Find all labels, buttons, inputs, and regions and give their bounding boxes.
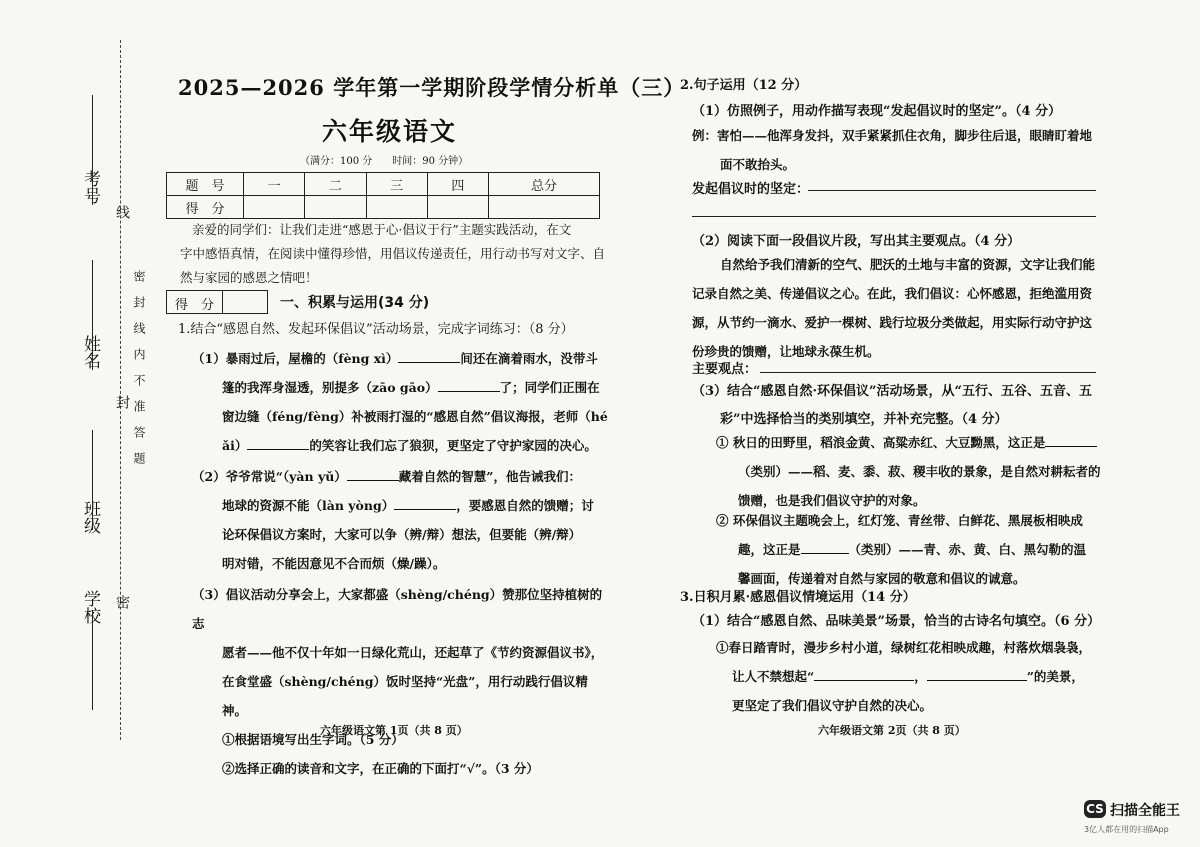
q2-3-item-line: ② 环保倡议主题晚会上，红灯笼、青丝带、白鲜花、黑展板相映成 [716,513,1083,528]
section-score-label: 得 分 [175,298,215,313]
name-label: 姓名 [80,335,100,369]
seal-warning: 密封线内不准答题 [132,270,146,478]
example-line: 面不敢抬头。 [720,157,796,172]
question-2-1: （1）仿照例子，用动作描写表现“发起倡议时的坚定”。（4 分） [692,104,1062,119]
exam-number-line[interactable] [92,95,93,205]
q3-1-line: ①春日踏青时，漫步乡村小道，绿树红花相映成趣，村落炊烟袅袅， [716,640,1092,655]
q2-3-line: （3）结合“感恩自然·环保倡议”活动场景，从“五行、五谷、五音、五 [692,384,1093,399]
passage-line: 记录自然之美、传递倡议之心。在此，我们倡议：心怀感恩，拒绝滥用资 [692,286,1093,301]
answer-blank[interactable] [1045,432,1097,447]
q1-line: ②选择正确的读音和文字，在正确的下面打“√”。（3 分） [222,761,539,776]
question-1-title: 1.结合“感恩自然、发起环保倡议”活动场景，完成字词练习：（8 分） [178,322,574,337]
score-table-header: 题 号 [167,173,244,196]
q2-3-item-line: 馈赠，也是我们倡议守护的对象。 [738,493,926,508]
question-2-2: （2）阅读下面一段倡议片段，写出其主要观点。（4 分） [692,234,1021,249]
score-table-header: 一 [244,173,305,196]
q1-line: 在食堂盛（shèng/chéng）饭时坚持“光盘”，用行动践行倡议精神。 [222,674,588,718]
score-cell[interactable] [366,196,427,219]
scanner-watermark [1082,798,1194,840]
score-table [166,172,600,219]
q2-answer-label: 发起倡议时的坚定： [692,182,810,197]
class-line[interactable] [92,430,93,530]
q1-line: 明对错，不能因意见不合而烦（燥/躁）。 [222,556,446,571]
passage-line: 份珍贵的馈赠，让地球永葆生机。 [692,344,880,359]
poem-blank-2[interactable] [927,666,1027,681]
q2-answer-line-2[interactable] [692,216,1096,217]
section-heading: 一、积累与运用(34 分) [280,295,430,311]
score-cell[interactable] [244,196,305,219]
exam-title: 2025—2026 学年第一学期阶段学情分析单（三） [178,75,686,100]
q3-1-line: 更坚定了我们倡议守护自然的决心。 [732,698,933,713]
question-2-title: 2.句子运用（12 分） [680,78,808,93]
q1-line: 愿者——他不仅十年如一日绿化荒山，还起草了《节约资源倡议书》， [222,645,604,660]
cut-word-feng: 封 [114,395,130,409]
left-page-footer: 六年级语文第 1页（共 8 页） [320,724,468,737]
q2-3-item-line: 趣，这正是 （类别）——青、赤、黄、白、黑勾勒的温 [716,535,1106,564]
q2-answer-line-1[interactable] [808,190,1096,191]
example-line: 例：害怕——他浑身发抖，双手紧紧抓住衣角，脚步往后退，眼睛盯着地 [692,128,1093,143]
answer-blank[interactable] [394,495,456,510]
q1-line: （2）爷爷常说“（yàn yǔ） 藏着自然的智慧”，他告诫我们： [192,462,612,491]
scanner-logo-text: CS [1086,802,1104,816]
question-2-3 [692,378,1112,434]
q2-3-item-2 [716,506,1106,593]
section-score-box [166,290,268,314]
seal-line [120,40,121,740]
answer-blank[interactable] [398,348,460,363]
score-table-header: 二 [305,173,366,196]
q1-line: 论环保倡议方案时，大家可以争（辨/辩）想法，但要能（辨/辩） [222,527,582,542]
cut-word-mi: 密 [114,595,130,609]
score-table-score-row [167,196,600,219]
q2-3-line: 彩”中选择恰当的类别填空，并补充完整。（4 分） [720,412,1008,427]
answer-blank[interactable] [801,539,849,554]
q1-line: 窗边缝（féng/fèng）补被雨打湿的“感恩自然”倡议海报，老师（hé [222,409,608,424]
scanner-tagline: 3亿人都在用的扫描App [1084,825,1169,834]
answer-blank[interactable] [438,377,500,392]
score-cell[interactable] [489,196,600,219]
q2-3-item-line: 馨画面，传递着对自然与家园的敬意和倡议的诚意。 [738,571,1026,586]
section-score-cell[interactable] [222,291,268,313]
name-line[interactable] [92,260,93,370]
score-cell[interactable] [427,196,488,219]
question-3-title: 3.日积月累·感恩倡议情境运用（14 分） [680,590,916,605]
q1-line: （3）倡议活动分享会上，大家都盛（shèng/chéng）赞那位坚持植树的志 [192,587,603,631]
school-label: 学校 [80,590,100,624]
q2-3-item-1 [716,428,1106,515]
school-line[interactable] [92,610,93,710]
answer-blank[interactable] [347,466,399,481]
class-label: 班级 [80,500,100,534]
poem-blank-1[interactable] [814,666,914,681]
exam-number-label: 考号 [80,170,100,204]
right-page-footer: 六年级语文第 2页（共 8 页） [818,724,966,737]
scanner-logo [1084,800,1106,818]
score-table-header: 总分 [489,173,600,196]
question-3-1: （1）结合“感恩自然、品味美景”场景，恰当的古诗名句填空。（6 分） [692,614,1101,629]
cut-word-xian: 线 [114,205,130,219]
intro-paragraph [180,218,610,290]
question-1-body [192,344,612,783]
q2-main-label: 主要观点： [692,362,758,377]
q3-1-line: 让人不禁想起“ ， ”的美景， [716,662,1116,691]
q1-line: ǎi） 的笑容让我们忘了狼狈，更坚定了守护家园的决心。 [192,431,612,460]
intro-line: 字中感悟真情，在阅读中懂得珍惜，用倡议传递责任，用行动书写对文字、自 [180,246,606,261]
intro-line: 亲爱的同学们：让我们走进“感恩于心·倡议于行”主题实践活动，在文 [192,222,572,237]
q1-line: 篷的我浑身湿透，别提多（zāo gāo） 了；同学们正围在 [192,373,612,402]
q1-line: ①根据语境写出生字词。（5 分） [222,732,404,747]
exam-meta: （满分：100 分 时间：90 分钟） [300,156,469,167]
subject-title: 六年级语文 [322,117,458,146]
score-row-label: 得 分 [167,196,244,219]
q3-1-item [716,633,1116,720]
intro-line: 然与家园的感恩之情吧！ [180,270,318,285]
answer-blank[interactable] [247,435,309,450]
q2-3-item-line: ① 秋日的田野里，稻浪金黄、高粱赤红、大豆黝黑，这正是 [716,428,1106,457]
score-cell[interactable] [305,196,366,219]
q2-passage [692,250,1112,366]
q1-line: 地球的资源不能（làn yòng） ，要感恩自然的馈赠；讨 [192,491,612,520]
score-table-header-row [167,173,600,196]
passage-line: 自然给予我们清新的空气、肥沃的土地与丰富的资源，文字让我们能 [720,257,1096,272]
passage-line: 源，从节约一滴水、爱护一棵树、践行垃圾分类做起，用实际行动守护这 [692,315,1093,330]
q2-3-item-line: （类别）——稻、麦、黍、菽、稷丰收的景象，是自然对耕耘者的 [738,464,1101,479]
scanner-brand: 扫描全能王 [1110,803,1180,819]
score-table-header: 三 [366,173,427,196]
question-2-example [692,121,1122,179]
q1-line: （1）暴雨过后，屋檐的（fèng xì） 间还在滴着雨水，没带斗 [192,344,612,373]
score-table-header: 四 [427,173,488,196]
q2-main-answer-line[interactable] [760,372,1096,373]
